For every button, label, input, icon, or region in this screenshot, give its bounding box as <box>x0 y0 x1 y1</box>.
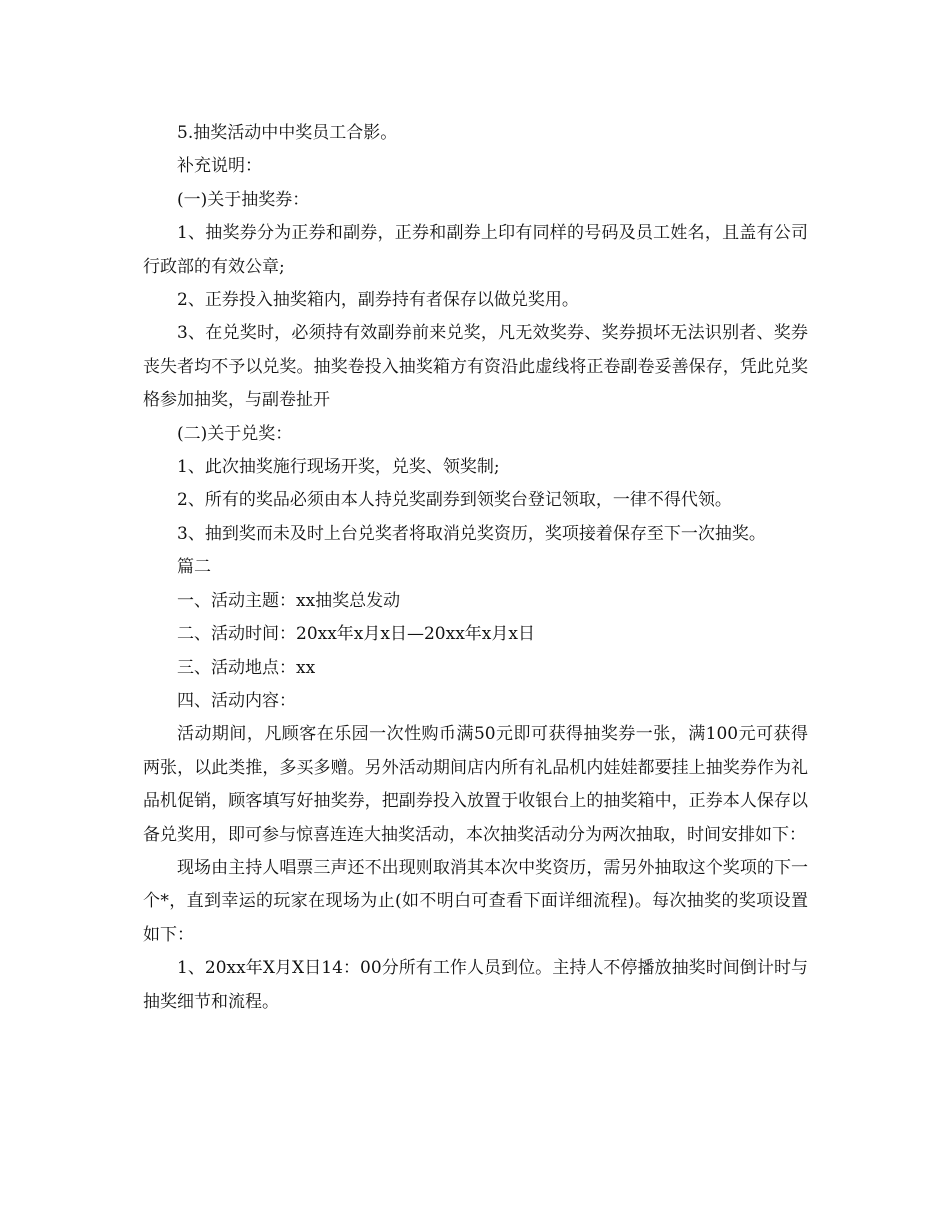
section-heading: 篇二 <box>177 557 211 578</box>
document-page <box>143 117 808 1019</box>
paragraph: (一)关于抽奖券： <box>177 189 310 210</box>
paragraph: 1、此次抽奖施行现场开奖，兑奖、领奖制; <box>177 457 500 478</box>
paragraph: 现场由主持人唱票三声还不出现则取消其本次中奖资历，需另外抽取这个奖项的下一个*，直到幸运的玩家在现场为止(如不明白可查看下面详细流程)。每次抽奖的奖项设置如下： <box>143 857 808 945</box>
paragraph: 2、正券投入抽奖箱内，副券持有者保存以做兑奖用。 <box>177 290 579 311</box>
paragraph: 3、在兑奖时，必须持有效副券前来兑奖，凡无效奖券、奖券损坏无法识别者、奖券丧失者均不予以兑奖。抽奖卷投入抽奖箱方有资沿此虚线将正卷副卷妥善保存，凭此兑奖格参加抽奖，与副卷扯开 <box>143 323 808 411</box>
paragraph: 活动期间，凡顾客在乐园一次性购币满50元即可获得抽奖券一张，满100元可获得两张，以此类推，多买多赠。另外活动期间店内所有礼品机内娃娃都要挂上抽奖券作为礼品机促销，顾客填写好抽奖券，把副券投入放置于收银台上的抽奖箱中，正券本人保存以备兑奖用，即可参与惊喜连连大抽奖活动，本次抽奖活动分为两次抽取，时间安排如下： <box>143 724 808 845</box>
paragraph: 1、抽奖券分为正券和副券，正券和副券上印有同样的号码及员工姓名，且盖有公司行政部的有效公章; <box>143 223 808 277</box>
paragraph: 三、活动地点：xx <box>177 657 316 678</box>
paragraph: 四、活动内容： <box>177 690 296 711</box>
paragraph: (二)关于兑奖： <box>177 423 293 444</box>
paragraph: 补充说明： <box>177 156 262 177</box>
paragraph: 5.抽奖活动中中奖员工合影。 <box>177 123 398 143</box>
paragraph: 2、所有的奖品必须由本人持兑奖副券到领奖台登记领取，一律不得代领。 <box>177 490 732 511</box>
paragraph: 一、活动主题：xx抽奖总发动 <box>177 590 401 611</box>
paragraph: 二、活动时间：20xx年x月x日—20xx年x月x日 <box>177 624 535 645</box>
paragraph: 1、20xx年X月X日14：00分所有工作人员到位。主持人不停播放抽奖时间倒计时与抽奖细节和流程。 <box>143 958 808 1012</box>
paragraph: 3、抽到奖而未及时上台兑奖者将取消兑奖资历，奖项接着保存至下一次抽奖。 <box>177 523 766 544</box>
